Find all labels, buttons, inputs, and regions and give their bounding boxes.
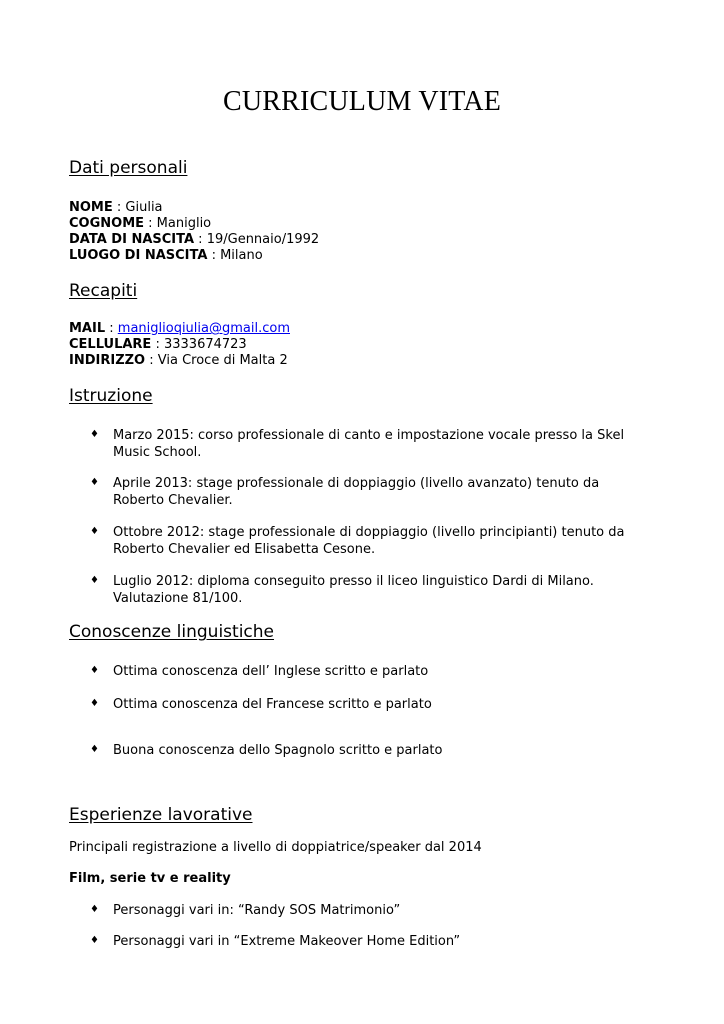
bullet-icon: ♦ — [90, 477, 99, 488]
field-label: INDIRIZZO — [69, 353, 146, 368]
heading-istruzione: Istruzione — [69, 386, 153, 406]
heading-conoscenze-linguistiche: Conoscenze linguistiche — [69, 622, 275, 642]
bullet-icon: ♦ — [90, 429, 99, 440]
heading-esperienze-lavorative: Esperienze lavorative — [69, 805, 253, 825]
list-item: Luglio 2012: diploma conseguito presso il liceo linguistico Dardi di Milano. Valutazione 81/100. — [113, 574, 594, 606]
field-luogo-nascita — [69, 248, 263, 264]
field-separator: : — [151, 337, 164, 352]
bullet-icon: ♦ — [90, 665, 99, 676]
list-item: Personaggi vari in “Extreme Makeover Home Edition” — [113, 934, 461, 949]
field-separator: : — [105, 321, 118, 336]
field-value: Maniglio — [156, 216, 212, 231]
bullet-icon: ♦ — [90, 904, 99, 915]
bullet-icon: ♦ — [90, 698, 99, 709]
list-item: Ottobre 2012: stage professionale di doppiaggio (livello principianti) tenuto da Roberto Chevalier ed Elisabetta Cesone. — [113, 525, 625, 557]
field-value: Milano — [220, 248, 263, 263]
field-cognome — [69, 216, 211, 232]
field-label: MAIL — [69, 321, 106, 336]
field-separator: : — [144, 216, 157, 231]
list-item: Ottima conoscenza del Francese scritto e parlato — [113, 697, 432, 712]
esperienze-intro: Principali registrazione a livello di doppiatrice/speaker dal 2014 — [69, 840, 482, 855]
heading-recapiti: Recapiti — [69, 281, 138, 301]
field-nome — [69, 200, 163, 216]
email-link[interactable]: maniglioqiulia@gmail.com — [117, 321, 290, 336]
field-label: CELLULARE — [69, 337, 152, 352]
bullet-icon: ♦ — [90, 526, 99, 537]
field-data-nascita — [69, 232, 319, 248]
esperienze-subheading: Film, serie tv e reality — [69, 871, 231, 886]
list-item: Buona conoscenza dello Spagnolo scritto e parlato — [113, 743, 443, 758]
field-separator: : — [145, 353, 158, 368]
field-separator: : — [194, 232, 207, 247]
bullet-icon: ♦ — [90, 935, 99, 946]
list-item: Personaggi vari in: “Randy SOS Matrimonio” — [113, 903, 401, 918]
field-cellulare — [69, 337, 247, 353]
field-label: COGNOME — [69, 216, 145, 231]
heading-dati-personali: Dati personali — [69, 158, 188, 178]
field-label: NOME — [69, 200, 113, 215]
field-label: DATA DI NASCITA — [69, 232, 195, 247]
list-item: Ottima conoscenza dell’ Inglese scritto e parlato — [113, 664, 429, 679]
field-indirizzo — [69, 353, 288, 369]
field-value: 19/Gennaio/1992 — [206, 232, 320, 247]
bullet-icon: ♦ — [90, 744, 99, 755]
bullet-icon: ♦ — [90, 575, 99, 586]
list-item: Marzo 2015: corso professionale di canto e impostazione vocale presso la Skel Music School. — [113, 428, 625, 460]
list-item: Aprile 2013: stage professionale di doppiaggio (livello avanzato) tenuto da Roberto Chevalier. — [113, 476, 600, 508]
field-mail — [69, 321, 290, 337]
field-separator: : — [207, 248, 221, 263]
field-separator: : — [112, 200, 126, 215]
field-label: LUOGO DI NASCITA — [69, 248, 208, 263]
field-value: 3333674723 — [163, 337, 247, 352]
field-value: Via Croce di Malta 2 — [157, 353, 288, 368]
field-value: Giulia — [125, 200, 163, 215]
document-title: CURRICULUM VITAE — [222, 86, 502, 117]
